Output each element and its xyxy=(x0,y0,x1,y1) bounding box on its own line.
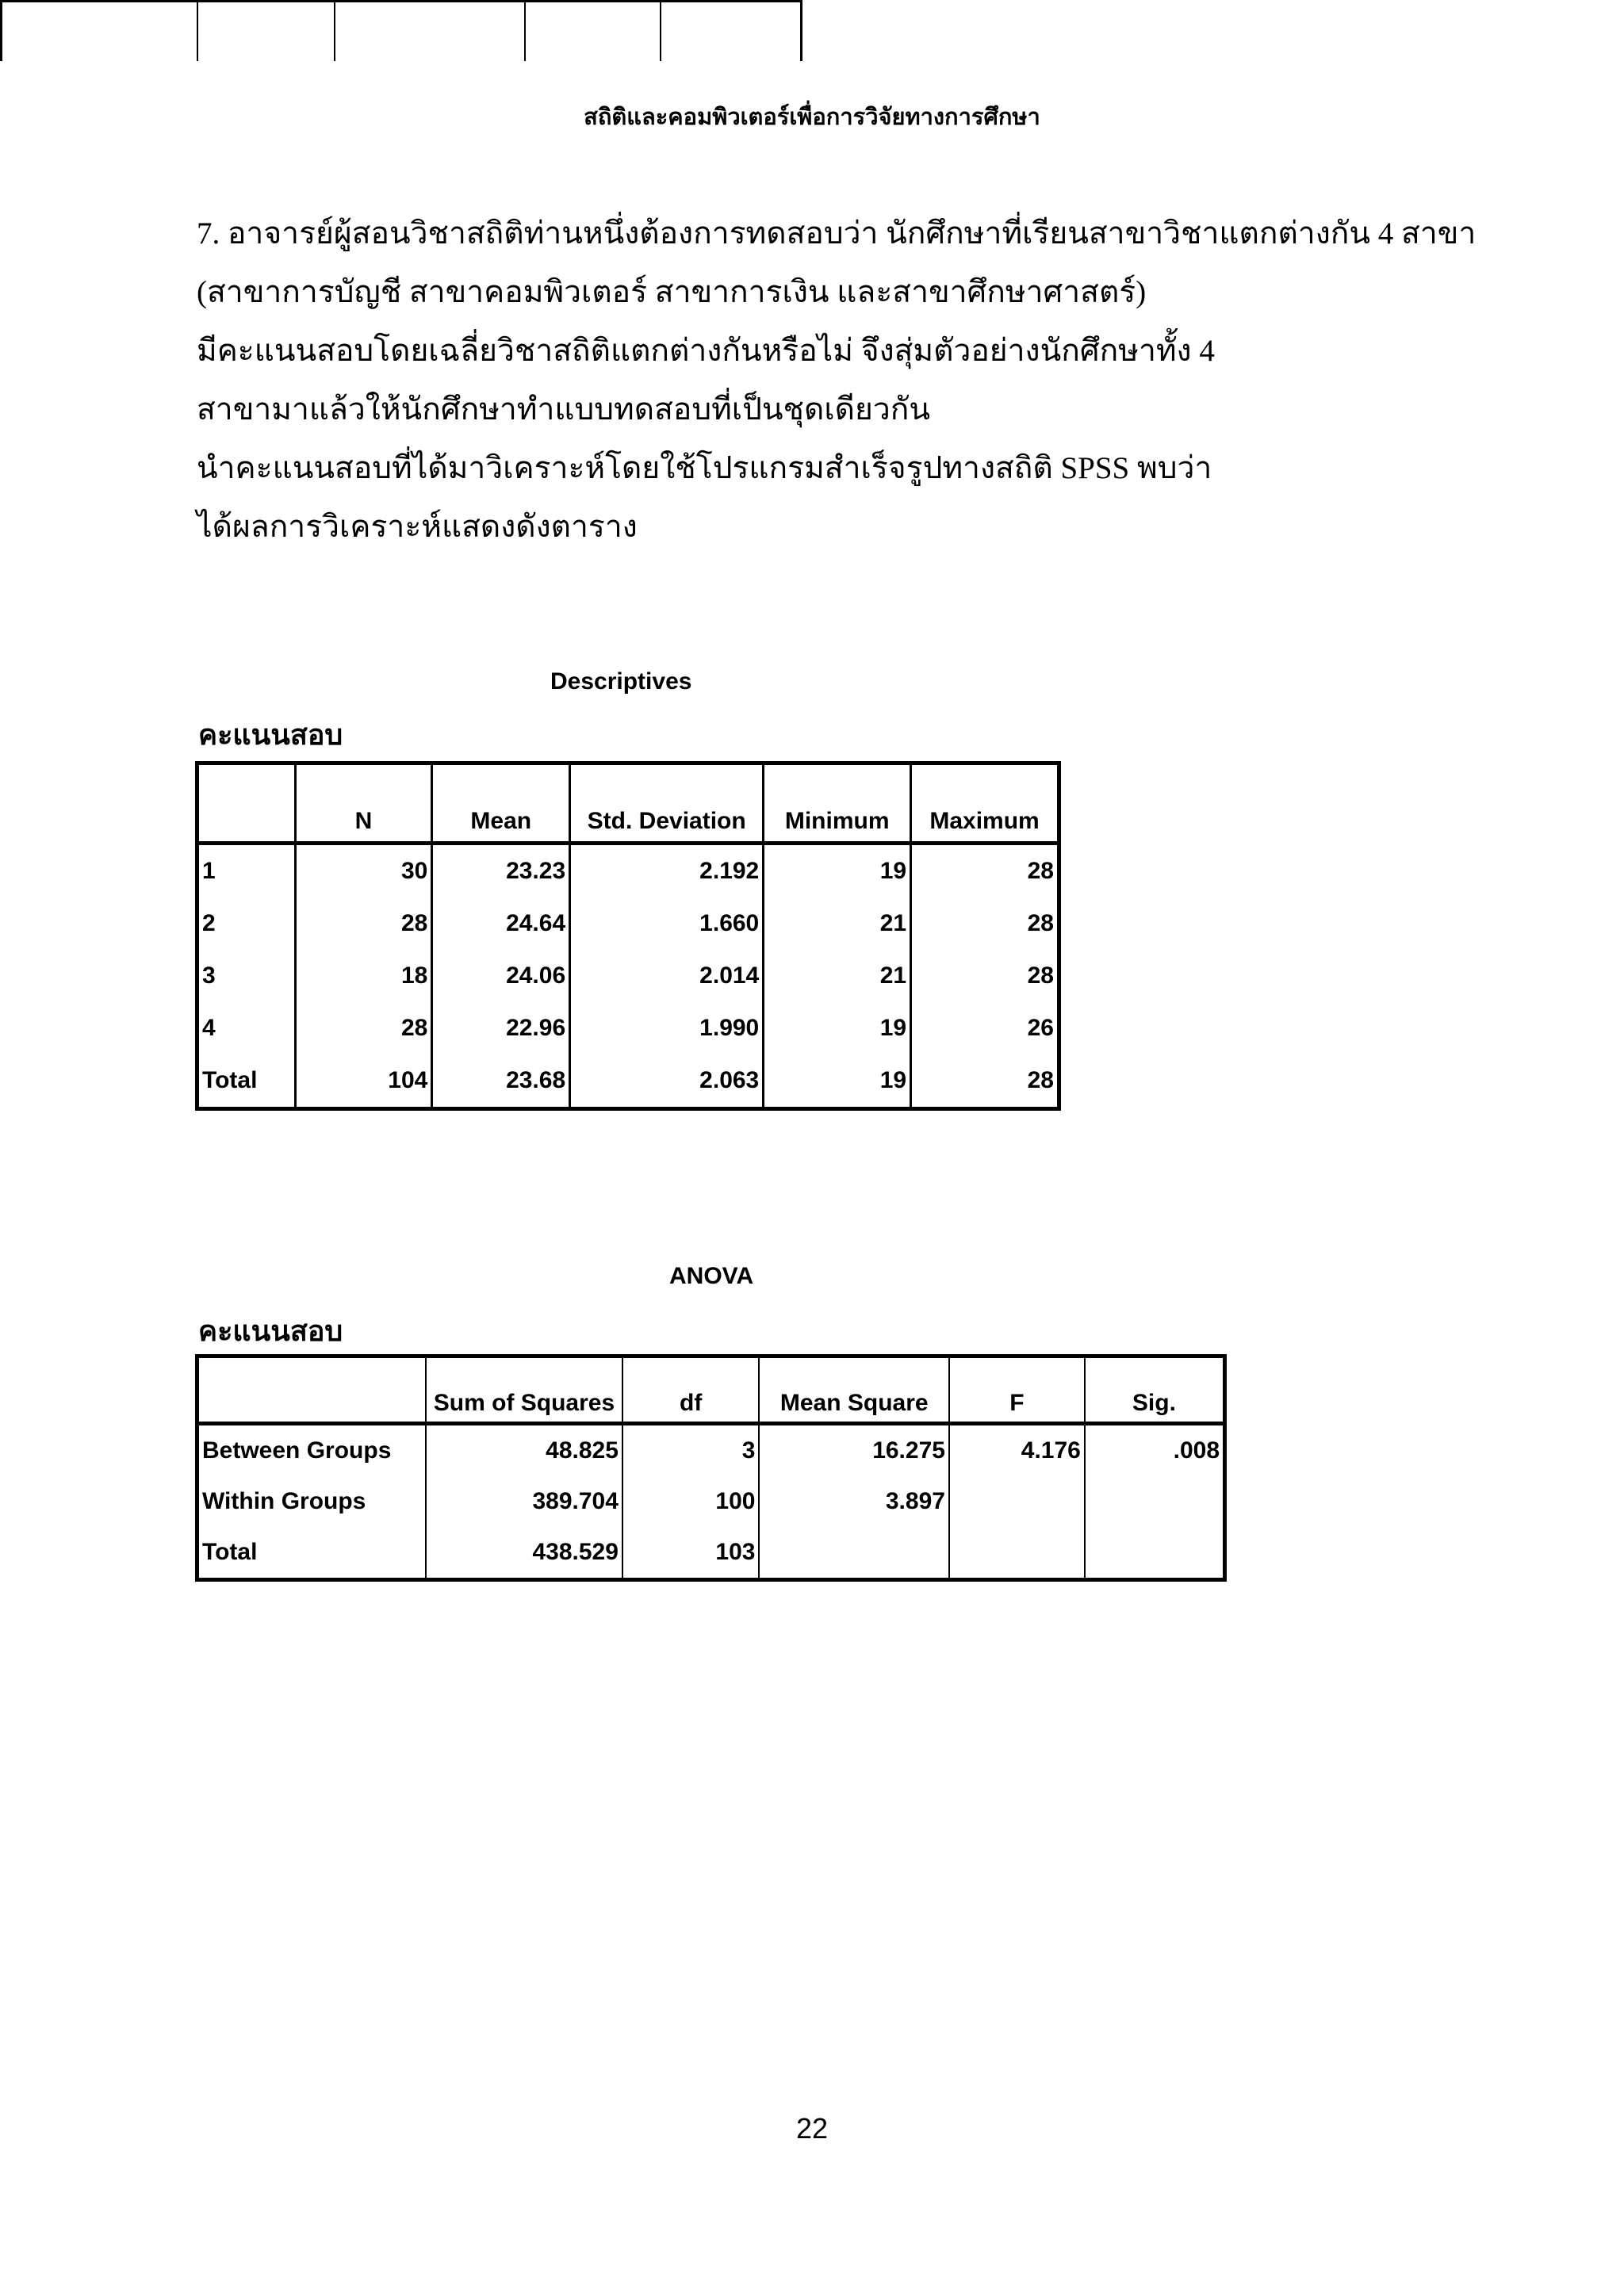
running-header: สถิติและคอมพิวเตอร์เพื่อการวิจัยทางการศึกษา xyxy=(584,105,1040,130)
table-cell: 26 xyxy=(911,1002,1059,1054)
table-cell: 48.825 xyxy=(426,1424,622,1477)
row-header: 1 xyxy=(197,844,296,898)
row-header: Between Groups xyxy=(197,1424,427,1477)
table-cell: 23.23 xyxy=(432,844,570,898)
table-row xyxy=(197,1002,1059,1054)
column-header: Mean Square xyxy=(759,1357,948,1424)
descriptives-table xyxy=(195,761,1061,1111)
table-cell xyxy=(759,1527,948,1580)
column-header: Mean xyxy=(432,763,570,844)
table-cell: 28 xyxy=(295,897,432,950)
descriptives-caption: Descriptives xyxy=(550,668,692,695)
table-header-row xyxy=(197,1357,1225,1424)
table-cell xyxy=(1085,1476,1225,1527)
table-cell: .008 xyxy=(1085,1424,1225,1477)
anova-header-band xyxy=(0,0,802,61)
question-line: มีคะแนนสอบโดยเฉลี่ยวิชาสถิติแตกต่างกันหรือไม่ จึงสุ่มตัวอย่างนักศึกษาทั้ง 4 xyxy=(197,334,1215,368)
table-cell: 2.014 xyxy=(570,950,764,1002)
table-row xyxy=(197,844,1059,898)
table-row xyxy=(197,897,1059,950)
table-cell: 24.06 xyxy=(432,950,570,1002)
question-line: (สาขาการบัญชี สาขาคอมพิวเตอร์ สาขาการเงิน และสาขาศึกษาศาสตร์) xyxy=(197,275,1147,309)
empty-cell xyxy=(2,2,197,62)
empty-cell xyxy=(661,2,802,62)
anova-caption: ANOVA xyxy=(669,1263,754,1289)
column-header: Maximum xyxy=(911,763,1059,844)
row-header: Total xyxy=(197,1527,427,1580)
table-cell: 28 xyxy=(911,1054,1059,1109)
column-header xyxy=(197,1357,427,1424)
table-cell: 3 xyxy=(622,1424,760,1477)
table-cell: 100 xyxy=(622,1476,760,1527)
question-line: สาขามาแล้วให้นักศึกษาทำแบบทดสอบที่เป็นชุดเดียวกัน xyxy=(197,392,931,427)
row-header: Total xyxy=(197,1054,296,1109)
descriptives-variable-label: คะแนนสอบ xyxy=(198,719,343,751)
table-cell: 2.192 xyxy=(570,844,764,898)
table-cell: 389.704 xyxy=(426,1476,622,1527)
anova-table xyxy=(195,1354,1227,1582)
row-header: 2 xyxy=(197,897,296,950)
table-cell xyxy=(949,1476,1085,1527)
column-header: N xyxy=(295,763,432,844)
table-cell: 1.990 xyxy=(570,1002,764,1054)
table-row xyxy=(197,1476,1225,1527)
table-cell: 22.96 xyxy=(432,1002,570,1054)
question-line: 7. อาจารย์ผู้สอนวิชาสถิติท่านหนึ่งต้องการทดสอบว่า นักศึกษาที่เรียนสาขาวิชาแตกต่างกัน 4 สาขา xyxy=(197,216,1477,251)
column-header: df xyxy=(622,1357,760,1424)
anova-variable-label: คะแนนสอบ xyxy=(198,1315,343,1347)
question-line: นำคะแนนสอบที่ได้มาวิเคราะห์โดยใช้โปรแกรมสำเร็จรูปทางสถิติ SPSS พบว่า xyxy=(197,451,1212,485)
table-header-row xyxy=(197,763,1059,844)
table-cell: 103 xyxy=(622,1527,760,1580)
question-text xyxy=(197,205,1477,557)
table-cell: 104 xyxy=(295,1054,432,1109)
column-header: F xyxy=(949,1357,1085,1424)
table-row xyxy=(197,1527,1225,1580)
table-cell: 30 xyxy=(295,844,432,898)
table-cell: 23.68 xyxy=(432,1054,570,1109)
table-cell: 21 xyxy=(764,897,911,950)
table-cell: 3.897 xyxy=(759,1476,948,1527)
table-cell: 21 xyxy=(764,950,911,1002)
table-cell: 438.529 xyxy=(426,1527,622,1580)
column-header: Std. Deviation xyxy=(570,763,764,844)
table-row xyxy=(197,950,1059,1002)
table-cell: 16.275 xyxy=(759,1424,948,1477)
column-header xyxy=(197,763,296,844)
table-row xyxy=(197,1054,1059,1109)
table-cell: 19 xyxy=(764,844,911,898)
row-header: Within Groups xyxy=(197,1476,427,1527)
table-cell: 28 xyxy=(911,950,1059,1002)
empty-cell xyxy=(197,2,335,62)
row-header: 3 xyxy=(197,950,296,1002)
empty-cell xyxy=(335,2,524,62)
column-header: Minimum xyxy=(764,763,911,844)
page-number: 22 xyxy=(795,2112,829,2145)
table-cell: 19 xyxy=(764,1054,911,1109)
table-cell: 28 xyxy=(911,844,1059,898)
row-header: 4 xyxy=(197,1002,296,1054)
column-header: Sum of Squares xyxy=(426,1357,622,1424)
table-cell xyxy=(949,1527,1085,1580)
table-cell: 19 xyxy=(764,1002,911,1054)
table-cell: 24.64 xyxy=(432,897,570,950)
column-header: Sig. xyxy=(1085,1357,1225,1424)
table-cell: 1.660 xyxy=(570,897,764,950)
table-cell: 28 xyxy=(911,897,1059,950)
table-cell: 2.063 xyxy=(570,1054,764,1109)
table-cell: 4.176 xyxy=(949,1424,1085,1477)
table-row xyxy=(197,1424,1225,1477)
table-cell xyxy=(1085,1527,1225,1580)
question-line: ได้ผลการวิเคราะห์แสดงดังตาราง xyxy=(197,510,638,544)
table-cell: 18 xyxy=(295,950,432,1002)
empty-cell xyxy=(525,2,661,62)
table-cell: 28 xyxy=(295,1002,432,1054)
